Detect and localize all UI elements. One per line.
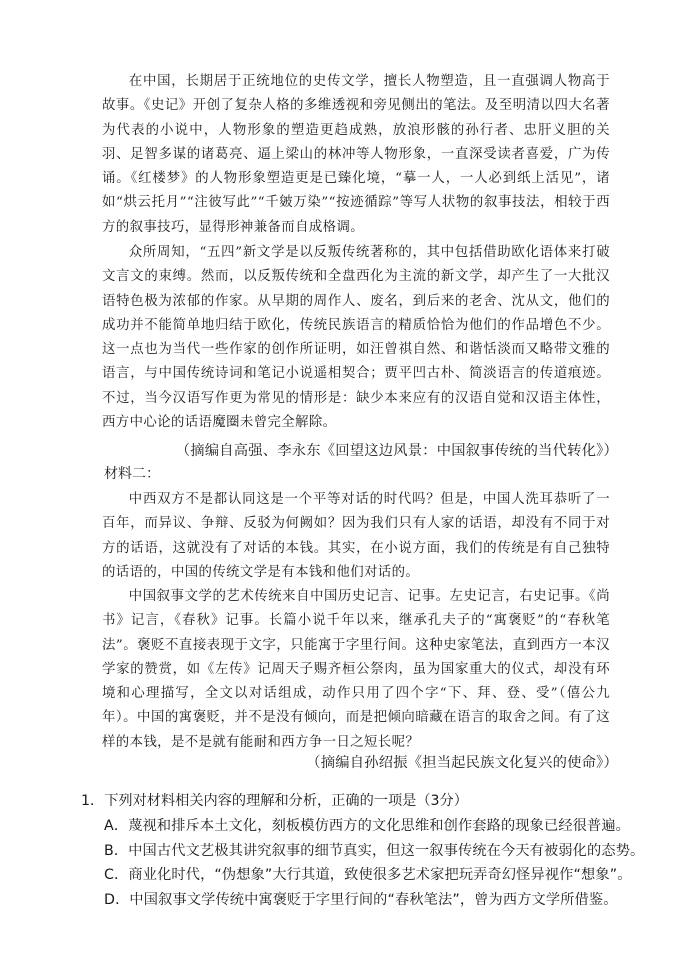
passage2-paragraph-1: 中西双方不是都认同这是一个平等对话的时代吗？但是，中国人洗耳恭听了一百年，而异议、争辩、反驳为何阙如？因为我们只有人家的话语，却没有不同于对方的话语，这就没有了对话的本钱。其实，在小说方面，我们的传统是有自己独特的话语的，中国的传统文学是有本钱和他们对话的。 bbox=[102, 492, 610, 580]
option-a[interactable]: A．蔑视和排斥本土文化，刻板模仿西方的文化思维和创作套路的现象已经很普遍。 bbox=[104, 818, 631, 834]
passage1-paragraph-1: 在中国，长期居于正统地位的史传文学，擅长人物塑造，且一直强调人物高于故事。《史记》开创了复杂人格的多维透视和旁见侧出的笔法。及至明清以四大名著为代表的小说中，人物形象的塑造更趋成熟，放浪形骸的孙行者、忠肝义胆的关羽、足智多谋的诸葛亮、逼上梁山的林冲等人物形象，一直深受读者喜爱，广为传诵。《红楼梦》的人物形象塑造更是已臻化境，“摹一人，一人必到纸上活见”，诸如“烘云托月”“注彼写此”“千皴万染”“按迹循踪”等写人状物的叙事技法，相较于西方的叙事技巧，显得形神兼备而自成格调。 bbox=[102, 74, 610, 235]
passage2-attribution: （摘编自孙绍振《担当起民族文化复兴的使命》） bbox=[306, 755, 618, 771]
question-1-stem: 1．下列对材料相关内容的理解和分析，正确的一项是（3分） bbox=[81, 793, 468, 809]
passage1-paragraph-2: 众所周知，“五四”新文学是以反叛传统著称的，其中包括借助欧化语体来打破文言文的束缚。然而，以反叛传统和全盘西化为主流的新文学，却产生了一大批汉语特色极为浓郁的作家。从早期的周作人、废名，到后来的老舍、沈从文，他们的成功并不能简单地归结于欧化，传统民族语言的精质恰恰为他们的作品增色不少。这一点也为当代一些作家的创作所证明，如汪曾祺自然、和谐恬淡而又略带文雅的语言，与中国传统诗词和笔记小说遥相契合；贾平凹古朴、简淡语言的传道痕迹。不过，当今汉语写作更为常见的情形是：缺少本来应有的汉语自觉和汉语主体性，西方中心论的话语魔圈未曾完全解除。 bbox=[102, 245, 610, 431]
passage2-paragraph-2: 中国叙事文学的艺术传统来自中国历史记言、记事。左史记言，右史记事。《尚书》记言，《春秋》记事。长篇小说千年以来，继承孔夫子的“寓褒贬”的“春秋笔法”。褒贬不直接表现于文字，只能寓于字里行间。这种史家笔法，直到西方一本汉学家的赞赏，如《左传》记周天子赐齐桓公祭肉，虽为国家重大的仪式，却没有环境和心理描写，全文以对话组成，动作只用了四个字“下、拜、登、受”（僖公九年）。中国的寓褒贬，并不是没有倾向，而是把倾向暗藏在语言的取舍之间。有了这样的本钱，是不是就有能耐和西方争一日之短长呢？ bbox=[102, 589, 610, 750]
option-c[interactable]: C．商业化时代，“伪想象”大行其道，致使很多艺术家把玩弄奇幻怪异视作“想象”。 bbox=[104, 867, 632, 883]
option-b[interactable]: B．中国古代文艺极其讲究叙事的细节真实，但这一叙事传统在今天有被弱化的态势。 bbox=[104, 843, 645, 859]
passage1-attribution: （摘编自高强、李永东《回望这边风景：中国叙事传统的当代转化》） bbox=[175, 443, 618, 459]
material-2-heading: 材料二： bbox=[104, 466, 160, 482]
option-d[interactable]: D．中国叙事文学传统中寓褒贬于字里行间的“春秋笔法”，曾为西方文学所借鉴。 bbox=[104, 892, 618, 908]
